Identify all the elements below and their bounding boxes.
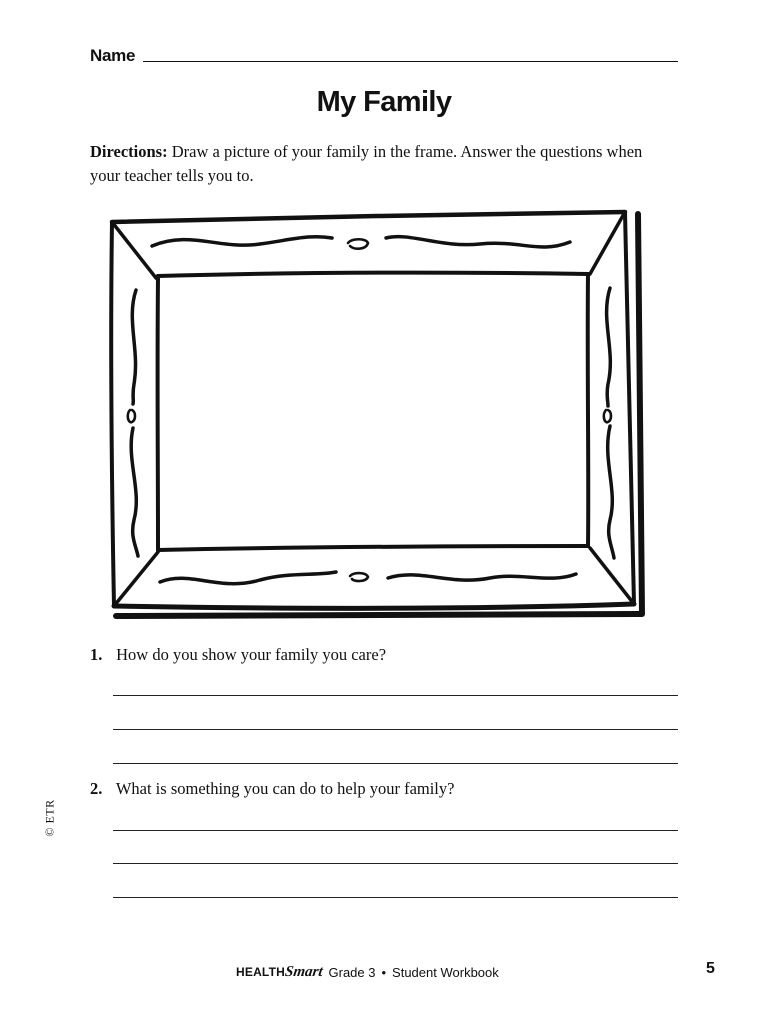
picture-frame [100, 200, 660, 630]
directions-text: Draw a picture of your family in the frame. Answer the questions when your teacher tells you to. [90, 142, 643, 185]
answer-line-2c[interactable] [113, 897, 678, 898]
footer-grade: Grade 3 [328, 964, 376, 980]
question-text: How do you show your family you care? [116, 645, 387, 664]
brand-logo-health: HEALTH [236, 965, 285, 979]
footer [236, 961, 499, 983]
name-input-line[interactable] [143, 61, 678, 62]
question-2 [90, 778, 690, 800]
question-number: 1. [90, 645, 103, 664]
question-text: What is something you can do to help your family? [115, 779, 455, 798]
question-1 [90, 644, 690, 666]
copyright-notice: © ETR [42, 799, 57, 837]
page-title: My Family [316, 86, 452, 118]
directions-label: Directions: [90, 142, 168, 161]
footer-workbook: Student Workbook [392, 964, 499, 980]
brand-logo-smart: Smart [283, 963, 324, 980]
name-label: Name [90, 46, 136, 65]
answer-line-2b[interactable] [113, 863, 678, 864]
directions [90, 140, 670, 188]
page-number: 5 [706, 960, 715, 977]
answer-line-1a[interactable] [113, 695, 678, 696]
answer-line-1b[interactable] [113, 729, 678, 730]
footer-separator: • [381, 964, 387, 980]
answer-line-1c[interactable] [113, 763, 678, 764]
answer-line-2a[interactable] [113, 830, 678, 831]
name-row [90, 40, 678, 66]
question-number: 2. [90, 779, 103, 798]
